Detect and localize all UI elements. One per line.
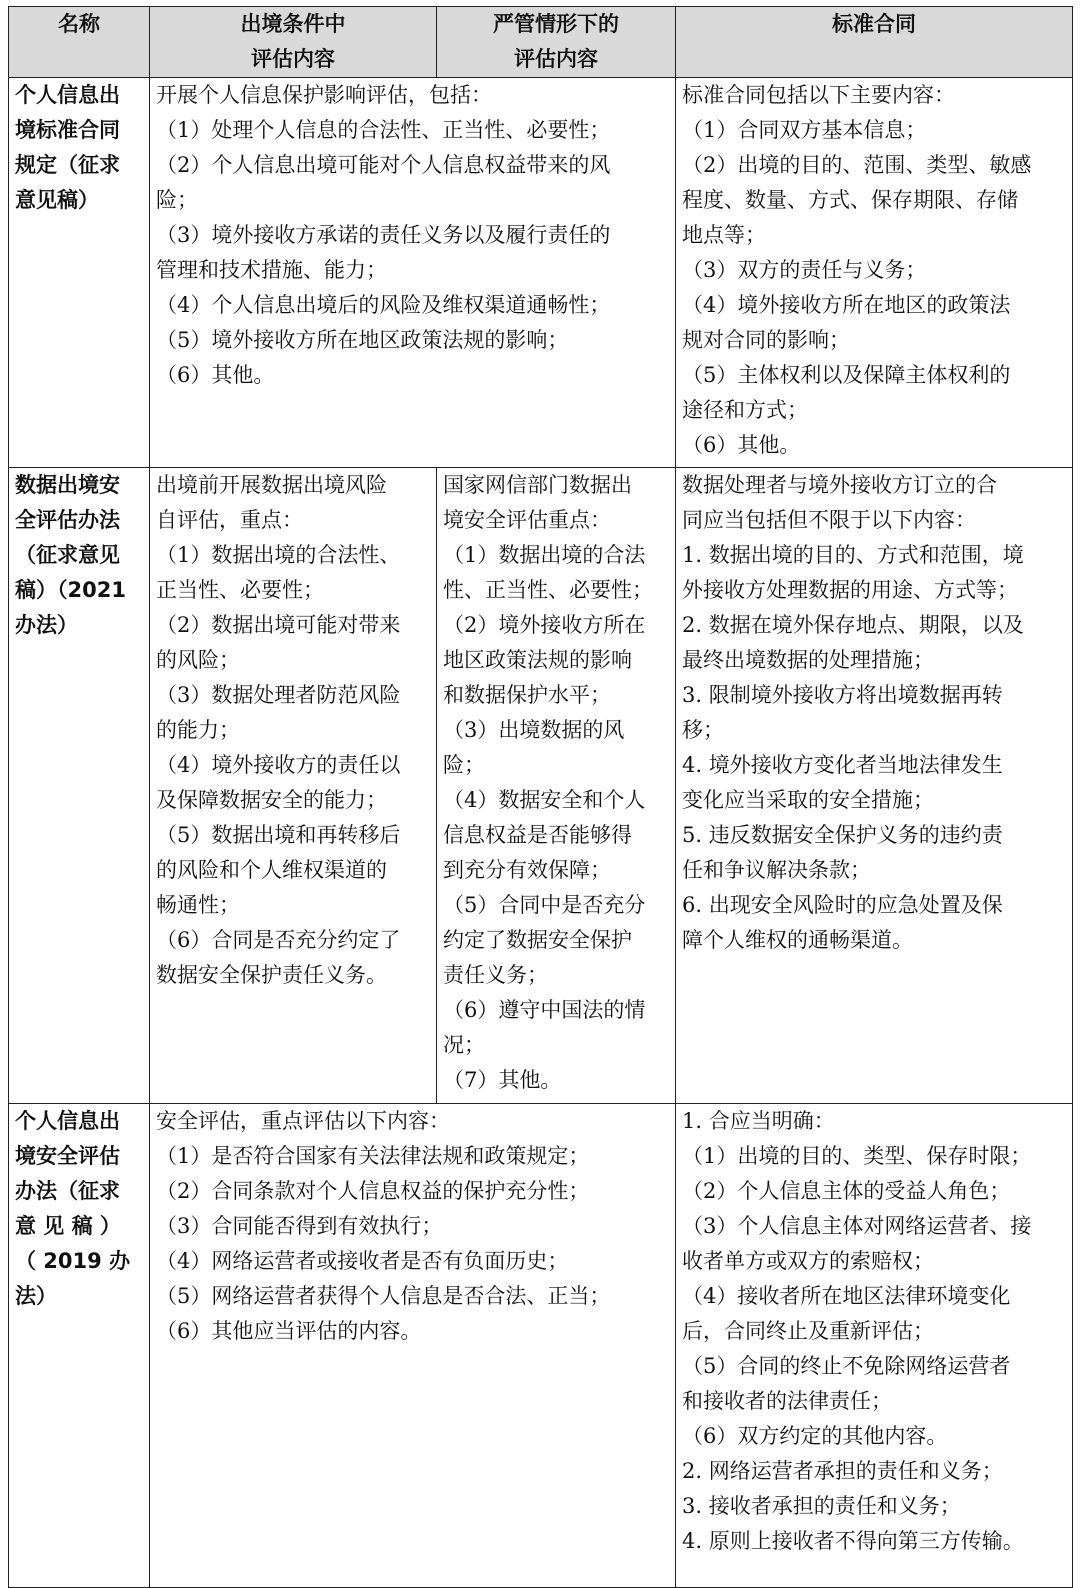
cell-line: 正当性、必要性； (156, 578, 324, 602)
cell-line: （1）是否符合国家有关法律法规和政策规定； (156, 1144, 590, 1168)
cell-line: 途径和方式； (682, 398, 808, 422)
header-row (9, 7, 1073, 78)
cell-line: 数据处理者与境外接收方订立的合 (682, 473, 997, 497)
cell-line: 和接收者的法律责任； (682, 1389, 892, 1413)
cell-line: （5）网络运营者获得个人信息是否合法、正当； (156, 1284, 611, 1308)
cell-line: 移； (682, 718, 724, 742)
cell-line: （3）数据处理者防范风险 (156, 683, 401, 707)
cell-line: 规定（征求 (15, 153, 120, 177)
cell-line: （1）数据出境的合法 (443, 543, 646, 567)
cell-line: 况； (443, 1033, 485, 1057)
cell-line: 意 见 稿 ） (15, 1214, 121, 1238)
header-name: 名称 (9, 7, 150, 78)
cell-line: （2）境外接收方所在 (443, 613, 646, 637)
cell-line: 法） (15, 1284, 57, 1308)
cell-line: 出境前开展数据出境风险 (156, 473, 387, 497)
cell-line: 任和争议解决条款； (682, 858, 871, 882)
cell-line: 规对合同的影响； (682, 328, 850, 352)
cell-line: 及保障数据安全的能力； (156, 788, 387, 812)
cell-line: （4）境外接收方所在地区的政策法 (682, 293, 1011, 317)
cell-line: 责任义务； (443, 963, 548, 987)
cell-line: 收者单方或双方的索赔权； (682, 1249, 934, 1273)
cell-line: （3）个人信息主体对网络运营者、接 (682, 1214, 1032, 1238)
cell-line: 开展个人信息保护影响评估，包括： (156, 83, 492, 107)
cell-line: 险； (443, 753, 485, 777)
cell-line: （4）个人信息出境后的风险及维权渠道通畅性； (156, 293, 611, 317)
cell-line: （1）合同双方基本信息； (682, 118, 927, 142)
cell-line: 外接收方处理数据的用途、方式等； (682, 578, 1018, 602)
table-row (9, 1104, 1073, 1588)
cell-line: 个人信息出 (15, 1109, 120, 1133)
cell-line: 的风险和个人维权渠道的 (156, 858, 387, 882)
header-contract: 标准合同 (676, 7, 1073, 78)
cell-line: 个人信息出 (15, 83, 120, 107)
cell-line: 标准合同包括以下主要内容： (682, 83, 955, 107)
cell-line: （4）接收者所在地区法律环境变化 (682, 1284, 1011, 1308)
row-conditions (150, 468, 437, 1104)
cell-line: 的风险； (156, 648, 240, 672)
cell-line: 险； (156, 188, 198, 212)
cell-line: （6）遵守中国法的情 (443, 998, 646, 1022)
table-row (9, 468, 1073, 1104)
cell-line: 数据安全保护责任义务。 (156, 963, 387, 987)
cell-line: 境安全评估 (15, 1144, 120, 1168)
cell-line: 4. 境外接收方变化者当地法律发生 (682, 753, 1003, 777)
cell-line: （征求意见 (15, 543, 120, 567)
cell-line: （2）个人信息出境可能对个人信息权益带来的风 (156, 153, 611, 177)
cell-line: 3. 限制境外接收方将出境数据再转 (682, 683, 1003, 707)
cell-line: 办法） (15, 613, 78, 637)
cell-line: 5. 违反数据安全保护义务的违约责 (682, 823, 1003, 847)
header-strict: 严管情形下的 评估内容 (437, 7, 676, 78)
header-conditions: 出境条件中 评估内容 (150, 7, 437, 78)
cell-line: 1. 合应当明确： (682, 1109, 835, 1133)
cell-line: （5）主体权利以及保障主体权利的 (682, 363, 1011, 387)
cell-line: （7）其他。 (443, 1068, 562, 1092)
cell-line: 约定了数据安全保护 (443, 928, 632, 952)
cell-line: （6）其他。 (682, 433, 801, 457)
cell-line: （6）双方约定的其他内容。 (682, 1424, 948, 1448)
cell-line: 办法（征求 (15, 1179, 120, 1203)
cell-line: 障个人维权的通畅渠道。 (682, 928, 913, 952)
cell-line: 境标准合同 (15, 118, 120, 142)
cell-line: （1）出境的目的、类型、保存时限； (682, 1144, 1032, 1168)
row-conditions (150, 1104, 676, 1588)
cell-line: 畅通性； (156, 893, 240, 917)
row-conditions (150, 78, 676, 468)
cell-line: 的能力； (156, 718, 240, 742)
cell-line: 后，合同终止及重新评估； (682, 1319, 934, 1343)
cell-line: （3）双方的责任与义务； (682, 258, 927, 282)
row-name (9, 1104, 150, 1588)
cell-line: 3. 接收者承担的责任和义务； (682, 1494, 961, 1518)
cell-line: （3）出境数据的风 (443, 718, 625, 742)
row-name (9, 468, 150, 1104)
comparison-table (8, 6, 1073, 1588)
cell-line: 和数据保护水平； (443, 683, 611, 707)
cell-line: 全评估办法 (15, 508, 120, 532)
cell-line: 程度、数量、方式、保存期限、存储 (682, 188, 1018, 212)
cell-line: 6. 出现安全风险时的应急处置及保 (682, 893, 1003, 917)
cell-line: （2）合同条款对个人信息权益的保护充分性； (156, 1179, 590, 1203)
cell-line: 数据出境安 (15, 473, 120, 497)
cell-line: 地区政策法规的影响 (443, 648, 632, 672)
cell-line: 最终出境数据的处理措施； (682, 648, 934, 672)
cell-line: （4）境外接收方的责任以 (156, 753, 401, 777)
row-strict (437, 468, 676, 1104)
cell-line: （5）境外接收方所在地区政策法规的影响； (156, 328, 569, 352)
cell-line: （2）个人信息主体的受益人角色； (682, 1179, 1011, 1203)
cell-line: （ 2019 办 (15, 1249, 131, 1273)
row-contract (676, 78, 1073, 468)
cell-line: （2）出境的目的、范围、类型、敏感 (682, 153, 1032, 177)
cell-line: 同应当包括但不限于以下内容： (682, 508, 976, 532)
cell-line: 自评估，重点： (156, 508, 303, 532)
cell-line: （4）网络运营者或接收者是否有负面历史； (156, 1249, 569, 1273)
cell-line: 变化应当采取的安全措施； (682, 788, 934, 812)
row-contract (676, 468, 1073, 1104)
cell-line: 2. 数据在境外保存地点、期限，以及 (682, 613, 1024, 637)
cell-line: （5）合同的终止不免除网络运营者 (682, 1354, 1011, 1378)
cell-line: （6）其他应当评估的内容。 (156, 1319, 422, 1343)
cell-line: （1）处理个人信息的合法性、正当性、必要性； (156, 118, 611, 142)
table-row (9, 78, 1073, 468)
cell-line: 国家网信部门数据出 (443, 473, 632, 497)
cell-line: 4. 原则上接收者不得向第三方传输。 (682, 1529, 1024, 1553)
cell-line: （3）境外接收方承诺的责任义务以及履行责任的 (156, 223, 611, 247)
cell-line: 到充分有效保障； (443, 858, 611, 882)
cell-line: （3）合同能否得到有效执行； (156, 1214, 443, 1238)
row-contract (676, 1104, 1073, 1588)
cell-line: 1. 数据出境的目的、方式和范围，境 (682, 543, 1024, 567)
cell-line: 地点等； (682, 223, 766, 247)
cell-line: （6）合同是否充分约定了 (156, 928, 401, 952)
row-name (9, 78, 150, 468)
cell-line: （5）数据出境和再转移后 (156, 823, 401, 847)
cell-line: （2）数据出境可能对带来 (156, 613, 401, 637)
cell-line: 安全评估，重点评估以下内容： (156, 1109, 450, 1133)
cell-line: 稿）（2021 (15, 578, 126, 602)
cell-line: （6）其他。 (156, 363, 275, 387)
cell-line: （4）数据安全和个人 (443, 788, 646, 812)
cell-line: （5）合同中是否充分 (443, 893, 646, 917)
cell-line: （1）数据出境的合法性、 (156, 543, 401, 567)
cell-line: 2. 网络运营者承担的责任和义务； (682, 1459, 1003, 1483)
cell-line: 性、正当性、必要性； (443, 578, 653, 602)
cell-line: 信息权益是否能够得 (443, 823, 632, 847)
cell-line: 境安全评估重点： (443, 508, 611, 532)
cell-line: 管理和技术措施、能力； (156, 258, 387, 282)
cell-line: 意见稿） (15, 188, 99, 212)
